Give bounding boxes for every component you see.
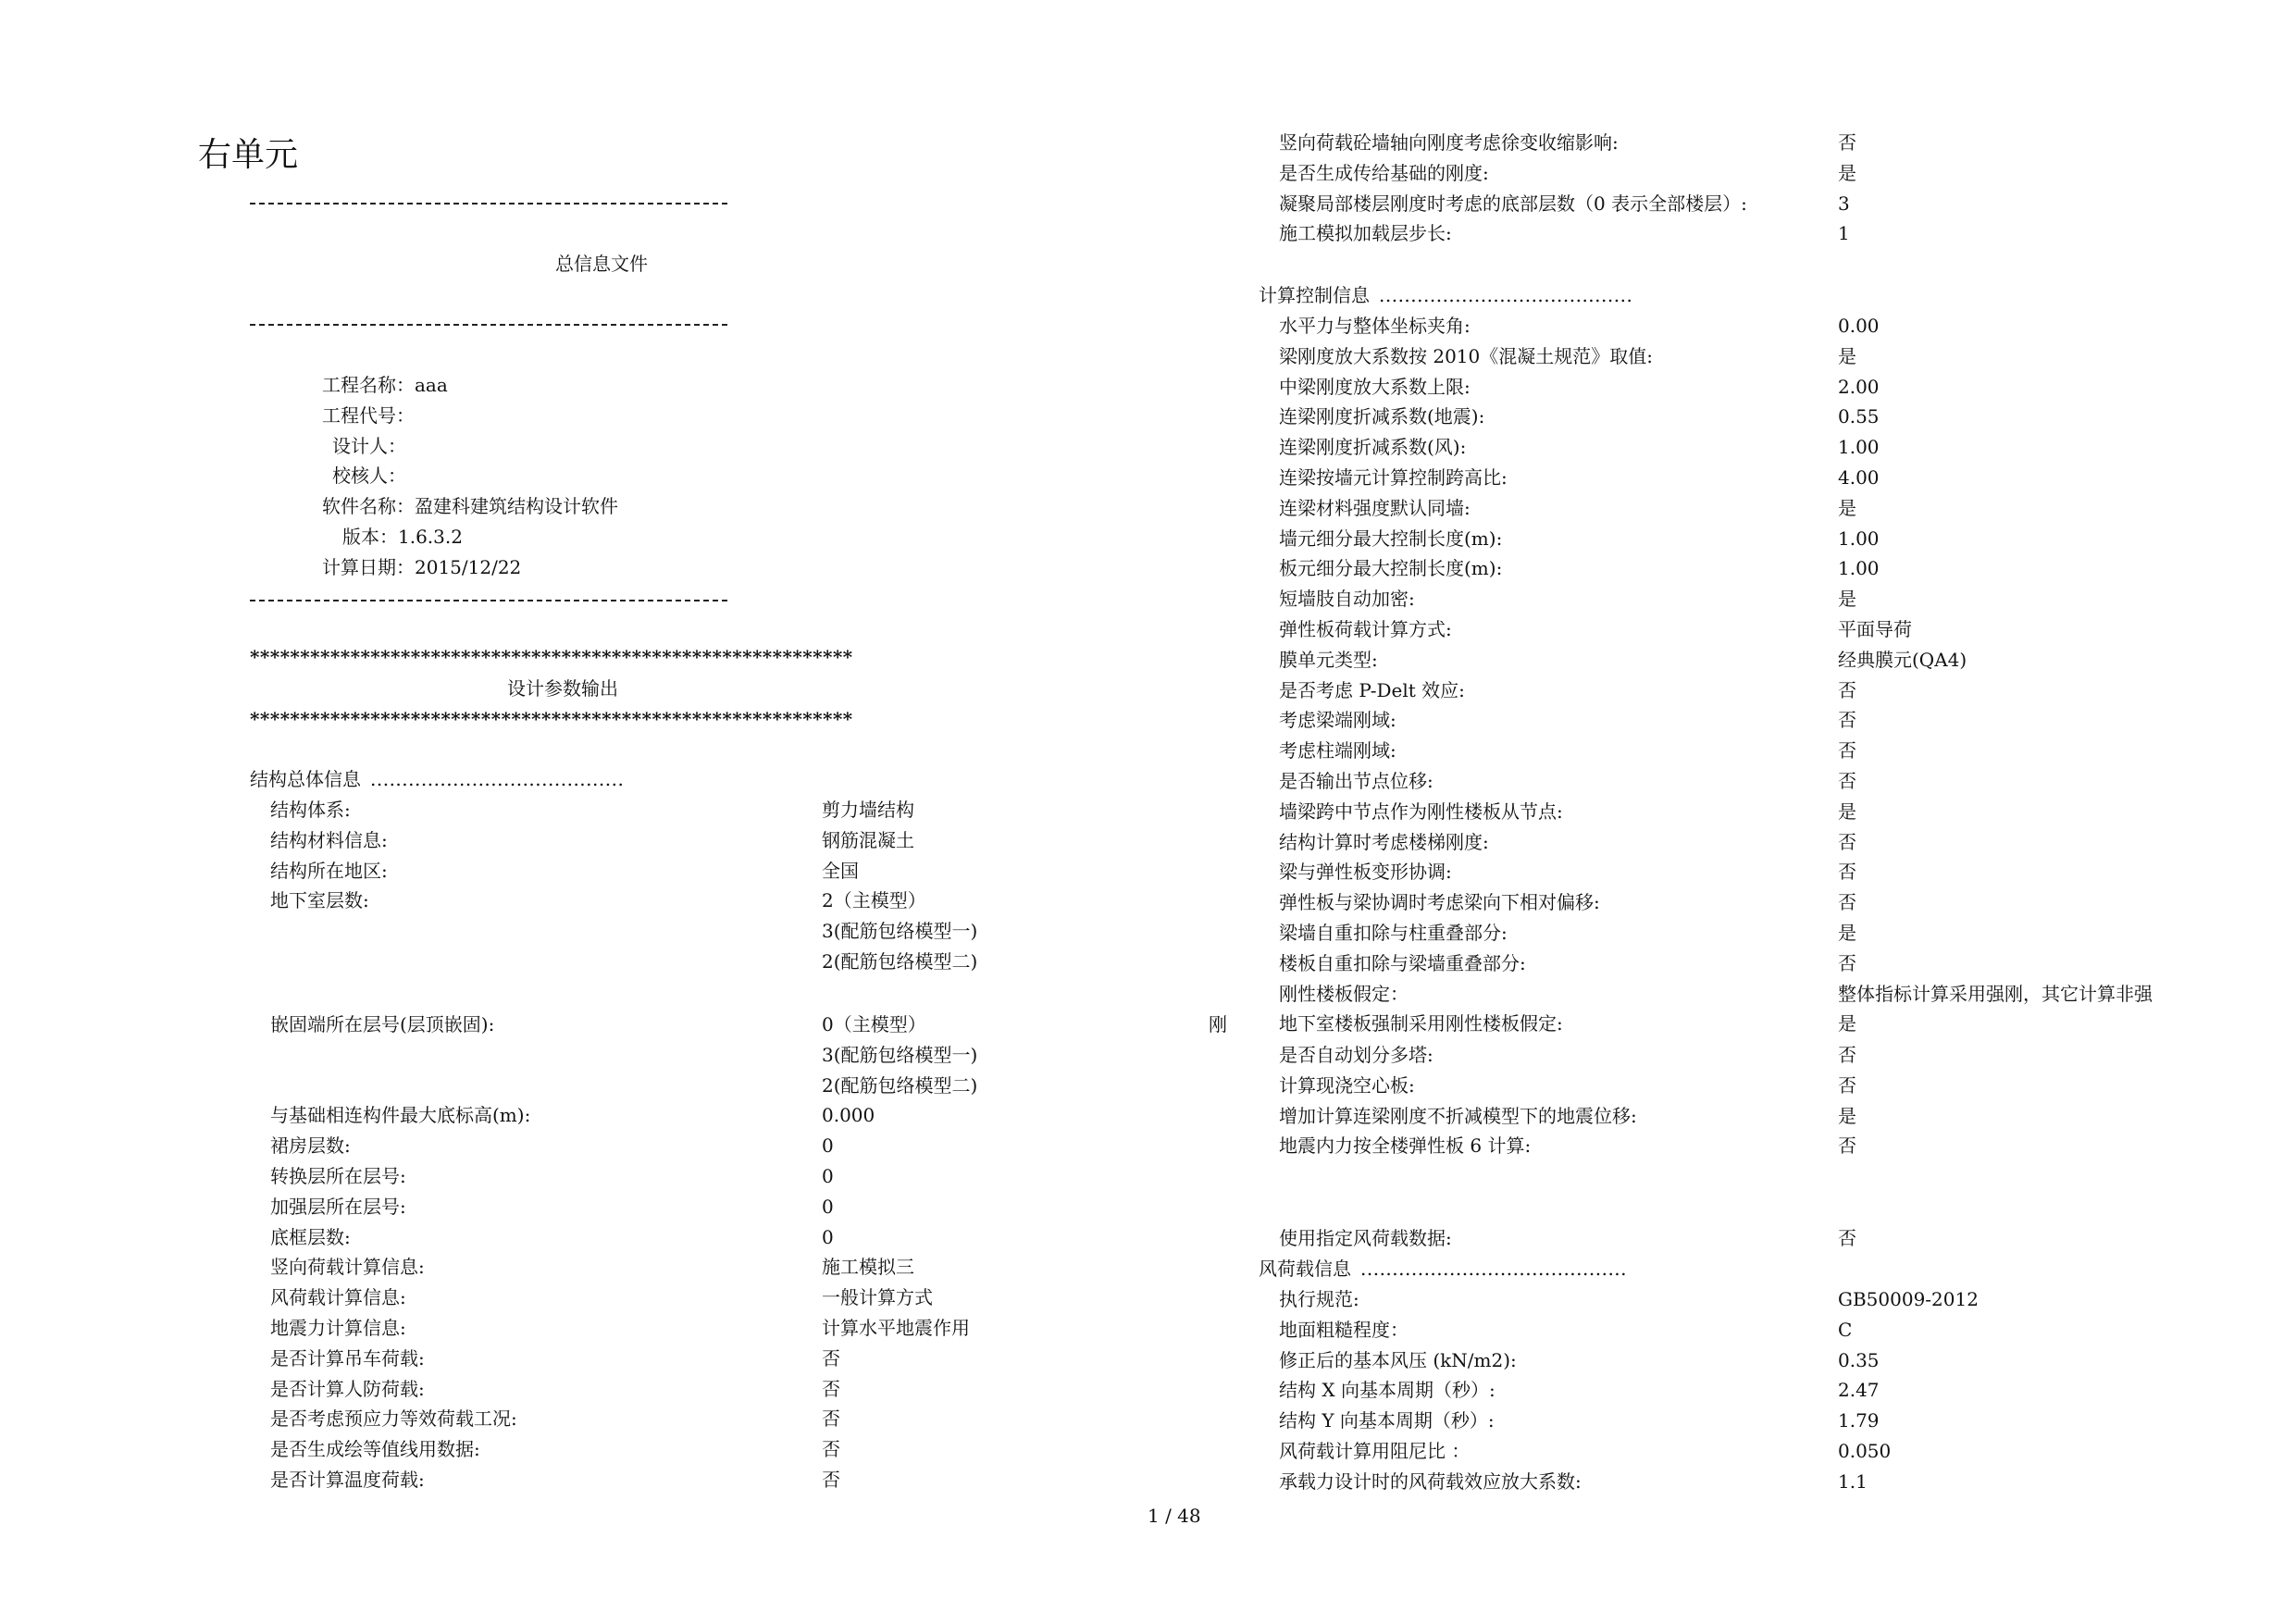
param-label: 底框层数:	[270, 1226, 351, 1248]
param-label: 膜单元类型:	[1279, 649, 1378, 671]
param-label: 地下室层数:	[270, 889, 369, 911]
param-value: 否	[1838, 1044, 1856, 1066]
param-label: 地震力计算信息:	[270, 1317, 406, 1339]
param-value: 1.1	[1838, 1470, 1868, 1493]
param-label: 竖向荷载计算信息:	[270, 1256, 425, 1278]
param-label: 梁刚度放大系数按 2010《混凝土规范》取值:	[1279, 345, 1653, 367]
param-label: 中梁刚度放大系数上限:	[1279, 376, 1471, 398]
param-value: 否	[822, 1407, 840, 1430]
param-label: 梁与弹性板变形协调:	[1279, 861, 1452, 883]
param-label: 考虑柱端刚域:	[1279, 739, 1396, 762]
param-label: 凝聚局部楼层刚度时考虑的底部层数（0 表示全部楼层）:	[1279, 192, 1747, 215]
param-label: 墙梁跨中节点作为刚性楼板从节点:	[1279, 800, 1563, 823]
param-label: 板元细分最大控制长度(m):	[1279, 557, 1503, 579]
param-label: 地面粗糙程度：	[1279, 1319, 1409, 1341]
param-label: 是否输出节点位移:	[1279, 770, 1433, 792]
param-value: 0.000	[822, 1104, 875, 1126]
dashed-divider	[250, 324, 727, 326]
param-value: 平面导荷	[1838, 618, 1912, 640]
section-title: 计算控制信息	[1259, 284, 1370, 306]
param-value: 是	[1838, 588, 1856, 610]
section-title: 结构总体信息	[250, 768, 361, 790]
param-value: 否	[1838, 861, 1856, 883]
param-value: 0.35	[1838, 1349, 1880, 1371]
param-value: 0	[822, 1165, 834, 1187]
param-label: 修正后的基本风压 (kN/m2):	[1279, 1349, 1517, 1371]
param-label: 结构所在地区:	[270, 860, 388, 882]
param-value: 2(配筋包络模型二)	[822, 1074, 978, 1097]
param-label: 弹性板与梁协调时考虑梁向下相对偏移:	[1279, 891, 1600, 913]
project-designer: 设计人：	[332, 435, 406, 457]
param-label: 竖向荷载砼墙轴向刚度考虑徐变收缩影响:	[1279, 131, 1619, 154]
section-wind-load	[1259, 1257, 1627, 1281]
wrapped-char: 刚	[1209, 1013, 1227, 1035]
param-label: 梁墙自重扣除与柱重叠部分:	[1279, 922, 1508, 944]
project-name: 工程名称：aaa	[322, 374, 448, 396]
param-value: 1.00	[1838, 527, 1880, 550]
param-value: 一般计算方式	[822, 1286, 933, 1308]
param-value: 2(配筋包络模型二)	[822, 950, 978, 973]
param-label: 施工模拟加载层步长:	[1279, 222, 1452, 244]
file-title: 总信息文件	[555, 253, 648, 275]
param-value: 否	[1838, 1134, 1856, 1157]
param-label: 风荷载计算用阻尼比 ：	[1279, 1440, 1471, 1462]
param-label: 结构 X 向基本周期（秒）:	[1279, 1379, 1496, 1401]
param-label: 结构计算时考虑楼梯刚度:	[1279, 831, 1489, 853]
param-label: 加强层所在层号:	[270, 1196, 406, 1218]
param-value: 否	[822, 1469, 840, 1491]
param-label: 是否计算温度荷载:	[270, 1469, 425, 1491]
param-value: C	[1838, 1319, 1853, 1341]
param-label: 增加计算连梁刚度不折减模型下的地震位移:	[1279, 1105, 1637, 1127]
param-label: 连梁刚度折减系数(地震):	[1279, 405, 1485, 428]
param-value: 1	[1838, 222, 1850, 244]
param-value: 3(配筋包络模型一)	[822, 1044, 978, 1066]
param-value: 否	[1838, 131, 1856, 154]
param-value: 否	[1838, 891, 1856, 913]
param-label: 承载力设计时的风荷载效应放大系数:	[1279, 1470, 1582, 1493]
dashed-divider	[250, 600, 727, 601]
param-value: 0（主模型）	[822, 1013, 926, 1035]
param-value: 3	[1838, 192, 1850, 215]
param-value: 否	[1838, 1074, 1856, 1097]
param-label: 地下室楼板强制采用刚性楼板假定:	[1279, 1012, 1563, 1035]
param-label: 是否自动划分多塔:	[1279, 1044, 1433, 1066]
dashed-divider	[250, 203, 727, 205]
project-version: 版本：1.6.3.2	[342, 526, 463, 548]
param-label: 与基础相连构件最大底标高(m):	[270, 1104, 531, 1126]
project-code: 工程代号：	[322, 404, 415, 427]
param-label: 连梁按墙元计算控制跨高比:	[1279, 466, 1508, 489]
param-value: 0.050	[1838, 1440, 1892, 1462]
param-value: 是	[1838, 497, 1856, 519]
param-value: 2.47	[1838, 1379, 1880, 1401]
param-label: 墙元细分最大控制长度(m):	[1279, 527, 1503, 550]
param-value: 钢筋混凝土	[822, 829, 914, 851]
section-calc-control	[1259, 283, 1632, 307]
param-label: 连梁刚度折减系数(风):	[1279, 436, 1467, 458]
param-value: 是	[1838, 800, 1856, 823]
param-value: 否	[1838, 739, 1856, 762]
param-label: 刚性楼板假定：	[1279, 983, 1409, 1005]
param-label: 计算现浇空心板:	[1279, 1074, 1415, 1097]
param-value: 否	[1838, 709, 1856, 731]
star-divider: ************************************************************	[250, 646, 853, 668]
right-column	[1240, 0, 2296, 1624]
param-value: 施工模拟三	[822, 1256, 914, 1278]
param-value: 0	[822, 1134, 834, 1157]
project-checker: 校核人：	[332, 465, 406, 487]
param-label: 连梁材料强度默认同墙:	[1279, 497, 1471, 519]
param-value: GB50009-2012	[1838, 1288, 1979, 1310]
param-value: 否	[1838, 952, 1856, 974]
param-value: 0	[822, 1196, 834, 1218]
param-label: 是否生成传给基础的刚度:	[1279, 162, 1489, 184]
param-label: 结构 Y 向基本周期（秒）:	[1279, 1409, 1495, 1432]
param-value: 1.00	[1838, 436, 1880, 458]
param-value: 是	[1838, 345, 1856, 367]
param-value: 0.00	[1838, 315, 1880, 337]
dot-leader: ..........................................	[1360, 1258, 1628, 1280]
param-value: 1.79	[1838, 1409, 1880, 1432]
param-label: 使用指定风荷载数据:	[1279, 1227, 1452, 1249]
param-value: 2.00	[1838, 376, 1880, 398]
param-label: 是否计算人防荷载:	[270, 1378, 425, 1400]
param-label: 弹性板荷载计算方式:	[1279, 618, 1452, 640]
param-value: 4.00	[1838, 466, 1880, 489]
project-date: 计算日期：2015/12/22	[322, 556, 522, 578]
param-label: 嵌固端所在层号(层顶嵌固):	[270, 1013, 495, 1035]
param-label: 楼板自重扣除与梁墙重叠部分:	[1279, 952, 1526, 974]
param-label: 是否考虑 P-Delt 效应:	[1279, 679, 1465, 701]
param-label: 结构体系:	[270, 799, 351, 821]
param-label: 执行规范:	[1279, 1288, 1359, 1310]
star-divider: ************************************************************	[250, 708, 853, 730]
dot-leader: ........................................	[1379, 284, 1633, 306]
param-value: 3(配筋包络模型一)	[822, 920, 978, 942]
param-label: 地震内力按全楼弹性板 6 计算:	[1279, 1134, 1532, 1157]
param-value: 否	[822, 1378, 840, 1400]
param-value: 否	[1838, 679, 1856, 701]
param-value: 2（主模型）	[822, 889, 926, 911]
section-title: 风荷载信息	[1259, 1258, 1351, 1280]
param-label: 短墙肢自动加密:	[1279, 588, 1415, 610]
param-value: 否	[1838, 1227, 1856, 1249]
param-label: 结构材料信息:	[270, 829, 388, 851]
param-value: 是	[1838, 922, 1856, 944]
param-label: 是否考虑预应力等效荷载工况:	[270, 1407, 517, 1430]
section-structure-overview	[250, 767, 624, 791]
param-value: 经典膜元(QA4)	[1838, 649, 1967, 671]
param-value: 剪力墙结构	[822, 799, 914, 821]
param-value: 否	[1838, 831, 1856, 853]
param-value: 全国	[822, 860, 859, 882]
param-value: 否	[1838, 770, 1856, 792]
param-label: 转换层所在层号:	[270, 1165, 406, 1187]
param-value: 0.55	[1838, 405, 1880, 428]
param-label: 是否计算吊车荷载:	[270, 1347, 425, 1370]
param-value: 是	[1838, 1105, 1856, 1127]
dot-leader: ........................................	[370, 768, 625, 790]
param-label: 裙房层数:	[270, 1134, 351, 1157]
param-label: 水平力与整体坐标夹角:	[1279, 315, 1471, 337]
param-value: 1.00	[1838, 557, 1880, 579]
param-value: 0	[822, 1226, 834, 1248]
param-value: 整体指标计算采用强刚，其它计算非强	[1838, 983, 2153, 1005]
param-value: 否	[822, 1438, 840, 1460]
param-value: 是	[1838, 1012, 1856, 1035]
param-value: 是	[1838, 162, 1856, 184]
param-output-title: 设计参数输出	[507, 677, 618, 700]
page-number: 1 / 48	[1148, 1505, 1201, 1527]
param-label: 是否生成绘等值线用数据:	[270, 1438, 480, 1460]
param-label: 考虑梁端刚域:	[1279, 709, 1396, 731]
param-label: 风荷载计算信息:	[270, 1286, 406, 1308]
document-title: 右单元	[198, 136, 299, 174]
project-software: 软件名称：盈建科建筑结构设计软件	[322, 495, 618, 517]
param-value: 计算水平地震作用	[822, 1317, 970, 1339]
param-value: 否	[822, 1347, 840, 1370]
